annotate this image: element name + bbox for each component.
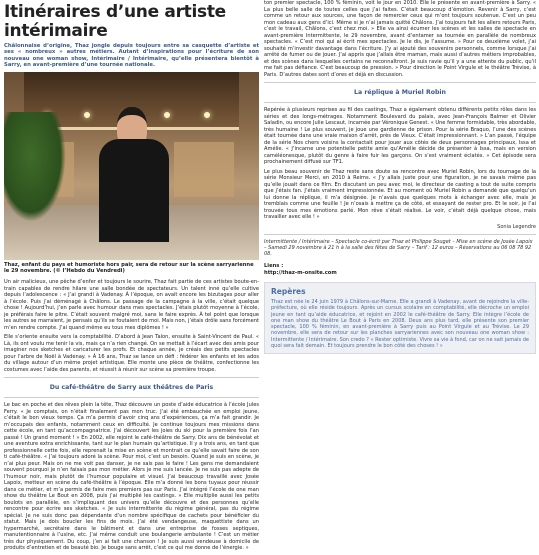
reperes-box — [264, 282, 536, 354]
portrait-figure — [99, 107, 169, 242]
right-paragraph-1: Repérée à plusieurs reprises au fil des castings, Thaz a également obtenu différents petits rôles dans les séries et des longs-métrages. Notamment Boulevard du palais, avec Jean-François Balmer et Olivier Saladin, ou encore Julie Lescaut, incarnée par Véronique Genest. « Une femme formidable, très abordable, très humaine ! Le plus souvent, je joue une gardienne de prison. Pour la série Braquo, l’une des scènes était tournée dans une vraie maison d’arrêt, près de Vieux. C’était impressionnant. » L’an passé, l’équipe de la série Nos chers voisins la contactait pour jouer aux côtés de deux personnages principaux, Issa et Amélie. « J’incarne une potentielle petite amie qu’Amélie décide de présenter à Issa, mais en version caméléonesque, plutôt du genre à faire fuir les garçons. On s’est vraiment éclatés. » Cet épisode sera prochainement diffusé sur TF1. — [264, 107, 536, 165]
article-title: Itinéraires d’une artiste intérimaire — [4, 2, 226, 41]
right-paragraph-top: ton premier spectacle, 100 % féminin, voit le jour en 2010. Elle le présente en avant-première à Sarry. « La plus belle salle de toutes celles que j’ai faites. C’était beaucoup d’émotion. Revenir à Sarry, c’est comme un retour aux sources, une façon de remercier ceux qui m’ont toujours soutenue. C’est un peu mon cadeau aux gens d’ici. Même si je n’ai jamais quitté Châlons. J’ai toujours fait les allers retours Paris, c’est le travail, Châlons, c’est chez moi. » Elle va ainsi écumer les scènes et les salles de spectacle en avant-première Intermittente, le 29 novembre, avant d’entamer sa tournée en parallèle de nombreux spectacles. « C’est moi qui ai écrit mes spectacles. Je le dis, je l’assume. » Pour ce deuxième volet, j’ai souhaité m’investir davantage dans l’écriture. J’y ai ajouté des souvenirs personnels, comme lorsque j’ai arrêté de fumer ou de jouer. J’ai appris que j’allais être maman, mais aussi d’autres métiers improbables, et des scènes dans lesquelles certains ne reconnaîtront. Je suis ravie qu’il y a une attente du public, qu’il me fait pas défiance. C’est beaucoup de pression. » Pour direction le Point Virgule et le théâtre Trévise, à Paris. D’autres dates sont d’ores et déjà en discussion. — [264, 0, 536, 78]
show-info: Intermittente / Intérimaire – Spectacle co-écrit par Thaz et Philippe Souget – Mise en scène de Josée Lapoix – Samedi 29 novembre à 21 h à la salle des fêtes de Sarry – Tarif : 12 euros – Réservations au 06 08 78 92 08. — [264, 238, 533, 257]
left-column — [4, 0, 259, 555]
right-paragraph-2: Le plus beau souvenir de Thaz reste sans doute sa rencontre avec Muriel Robin, lors du tournage de la série Monsieur Merci, en 2010 à Reims. « J’y allais juste pour une figuration, je ne savais même pas qu’elle jouait dans ce film. En discutant un peu avec moi, le directeur de casting a tout de suite compris que j’étais fan. J’étais vraiment impressionnée. Et au moment où Muriel Robin a demandé que quelqu’un lui donne la réplique, il m’a désignée. Je n’avais que quelques mots à échanger avec elle, mais je tremblais comme une feuille ! Je n’osais à mettre ça de côté, et essayant de rester pro. Et le soir, je l’ai trouvée tous mes émotions parlé. Mon rêve s’était réalisé. Le voir, c’était déjà quelque chose, mais travailler avec elle ! » — [264, 168, 536, 220]
left-paragraph-1: Un air malicieux, une pêche d’enfer et toujours le sourire, Thaz fait partie de ces artistes boute-en-train capables de rendre hilare une salle bondée de spectateurs. Un talent inné qu’elle cultive depuis l’adolescence : « J’ai grandi à Vadenay. À l’époque, on avait encore les bizutages pour aller à l’école. Puis j’ai déménagé à Châlons. Le passage de la campagne à la ville, c’était quelque chose ! Aujourd’hui, j’en parle avec humour dans mes spectacles. J’étais plutôt moyenne à l’école, je préférais faire le pitre. C’était souvent malgré moi, sans le faire exprès. À tel point que lorsque les autres se marraient, je pensais qu’ils se foutaient de moi. Mais non, j’étais drôle sans forcément m’en rendre compte. J’ai quand même eu tous mes diplômes ! » — [4, 279, 259, 331]
links-block — [264, 263, 536, 276]
subheading-cafe-theatre: Du café-théâtre de Sarry aux théâtres de Paris — [49, 384, 214, 392]
article-lead: Châlonnaise d’origine, Thaz jongle depuis toujours entre sa casquette d’artiste et ses « nombreux » autres métiers. Autant d’inspirations pour l’écriture de son nouveau one woman show, Intérimaire / Intérimaire, qu’elle présentera bientôt à Sarry, en avant-première d’une tournée nationale. — [4, 43, 259, 69]
links-label: Liens : — [264, 263, 284, 270]
divider — [264, 102, 536, 103]
article-photo — [4, 72, 259, 260]
left-paragraph-3: Le bac en poche et des rêves plein la tête, Thaz découvre un poste d’aide éducatrice à l’école Jules Ferry. « Je comptais, on n’était finalement pas mon truc. J’ai été embauchée en emploi jeune, c’était le bon vieux temps. Ça m’a permis d’avoir cinq ans d’expériences, ça m’a fait grandir. Je m’occupais des enfants, notamment ceux en difficulté. Je continue toujours mes missions dans cette école, en tant qu’accompagnatrice. J’ai découvert les joies du ski pour la première fois l’an passé ! Un grand moment ! » En 2002, elle rejoint le café-théâtre de Sarry. Dix ans de bénévolat et une aventure extra enrichissante, tant sur le plan humain qu’artistique. Il y a trois ans, en tant que professionnelle cette fois, elle reprenait la mise en scène et montrait ce qu’elle savait faire de son ti café-théâtre. « J’ai toujours adoré la scène. Pour moi, c’est un besoin. Quand je suis en scène, je n’ai plus peur. Mais on ne me voit pas danser, je ne sais pas le faire ! Les gens me demandaient souvent pourquoi je n’en faisais pas mon métier. Alors je me suis lancée. Je ne suis pas adepte de l’humour noir, mais plutôt de l’humour populaire et visuel. J’ai beaucoup travaillé avec Josée Lapoix, metteur en scène du café-théâtre à l’époque. Elle m’a donné les bons tuyaux pour réussir dans ce métier, et m’a permis de faire mes premiers pas sur Paris. J’ai intégré l’école de one man show du théâtre Le Bout en 2008, puis j’ai multiplié les castings. » Elle multiplie aussi les petits boulots en parallèle, en s’impliquant des univers qu’elle découvre et des personnes qu’elle rencontre pour écrire ses sketches. « Je suis intermittente du régime général, pas du régime spécial. Je ne suis donc pas dépendante d’un nombre spécifique de cachets pour bénéficier du statut. Mais je dois boucler les fins de mois. J’ai été vendangeuse, maquettiste dans un hypermarché, secrétaire dans le bâtiment et dans une entreprise de fosses septiques, manutentionnaire à l’usine, etc. J’ai même conduit une boulangerie ambulante ! C’est un métier très dur physiquement. Du coup, j’en ai fait une chanson ! Je suis aussi vendeuse à domicile de produits d’entretien et de beauté bio. Je bouge sans arrêt, c’est ce qui me donne de l’énergie. » — [4, 402, 259, 552]
divider — [264, 82, 536, 83]
author-signature: Sonia Legendre — [497, 223, 536, 230]
divider — [4, 377, 259, 378]
divider — [4, 397, 259, 398]
divider — [264, 234, 536, 235]
left-paragraph-2: Elle s’oriente ensuite vers la comptabilité. D’abord à Jean Talon, ensuite à Saint-Vincent de Paul. « Là, ils ont voulu me tenir la vis, mais ça n’a rien changé. On se mettait à l’écart avec des amis pour imaginer nos sketches et caricaturer les profs. Et chaque année, je créais des petits spectacles pour l’arbre de Noël à Vadenay. » À 16 ans, Thaz se lance un défi : fédérer les enfants et les ados du village autour d’un même projet artistique. Elle monte une pièce de théâtre, confectionne les costumes avec l’aide des parents, et réussit à réunir sur scène sa première troupe. — [4, 334, 259, 373]
photo-caption: Thaz, enfant du pays et humoriste hors pair, sera de retour sur la scène sarryarienne le 29 novembre. (© l’Hebdo du Vendredi) — [4, 261, 254, 274]
right-column — [264, 0, 536, 354]
subheading-muriel-robin: La réplique à Muriel Robin — [354, 89, 446, 96]
website-link[interactable]: http://thaz-m-onsite.com — [264, 269, 337, 276]
reperes-text: Thaz est née le 24 juin 1979 à Châlons-sur-Marne. Elle a grandi à Vadenay, avant de rejoindre la ville-préfecture, où elle réside toujours. Après un cursus scolaire en comptabilité, elle décroche un emploi jeune en tant qu’aide éducatrice, et rejoint en 2002 le café-théâtre de Sarry. Elle intègre l’école de one man show du théâtre Le Bout à Paris en 2008. Deux ans plus tard, elle présente son premier spectacle, 100 % féminin, en avant-première à Sarry puis au Point Virgule et au Trévise. Le 29 novembre, elle sera de retour sur les planches sarryariennes avec son nouveau one woman show : Intermittente / Intérimaire. Son credo ? « Rester optimiste. Vivre sa vie à fond, car on ne sait jamais de quoi sera fait demain. Et toujours prendre le bon côté des choses ! » — [271, 298, 529, 349]
reperes-title: Repères — [271, 286, 306, 296]
